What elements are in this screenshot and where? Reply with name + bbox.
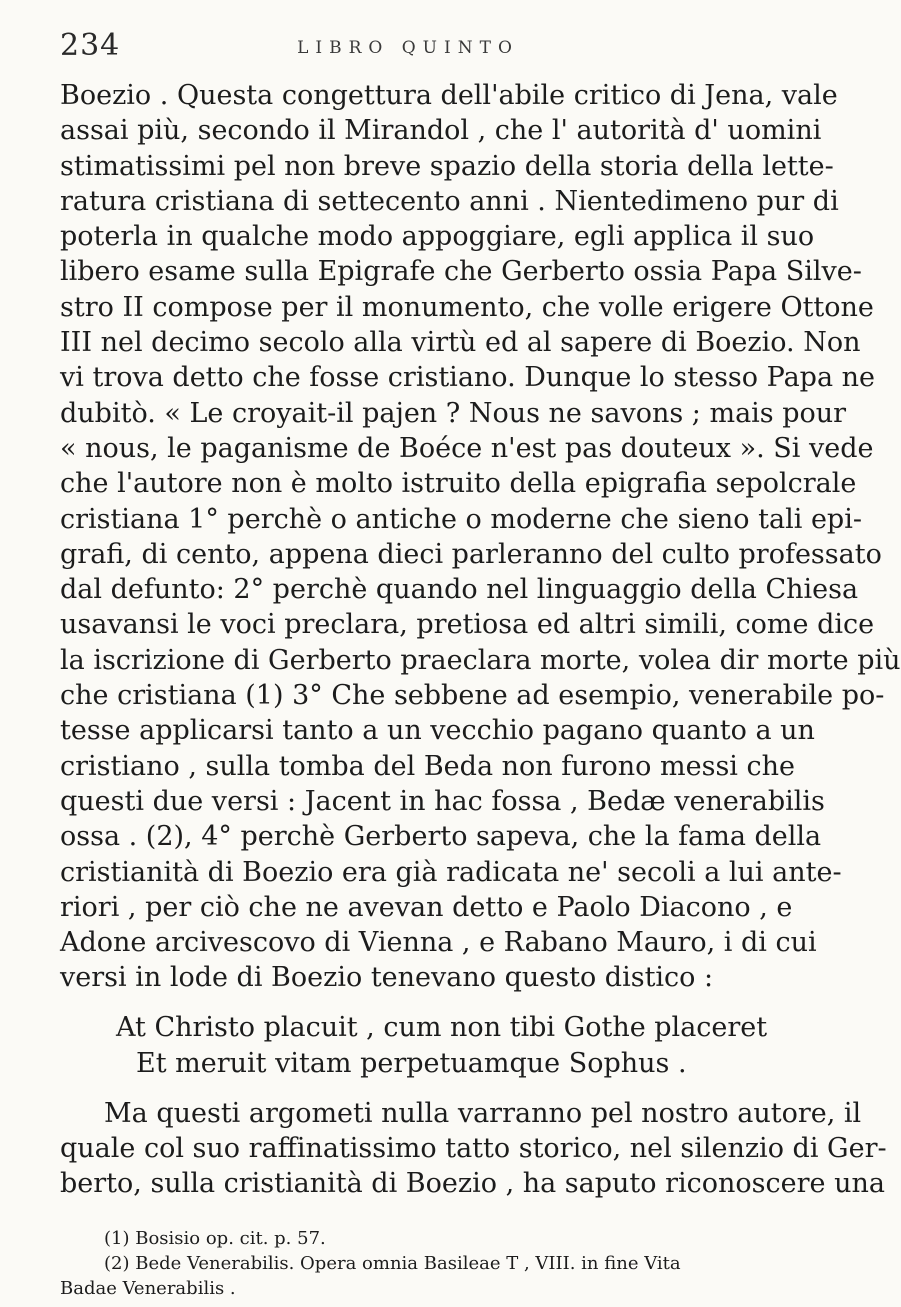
text-line: Adone arcivescovo di Vienna , e Rabano Mauro, i di cui	[60, 927, 817, 959]
text-line: riori , per ciò che ne avevan detto e Paolo Diacono , e	[60, 891, 793, 923]
text-line: che cristiana (1) 3° Che sebbene ad esempio, venerabile po-	[60, 680, 885, 712]
text-line: versi in lode di Boezio tenevano questo distico :	[60, 962, 714, 994]
text-line: la iscrizione di Gerberto praeclara morte, volea dir morte più	[60, 644, 901, 676]
text-line: vi trova detto che fosse cristiano. Dunque lo stesso Papa ne	[60, 362, 875, 394]
text-line: che l'autore non è molto istruito della epigrafia sepolcrale	[60, 468, 857, 500]
footnote-continuation: Badae Venerabilis .	[60, 1277, 236, 1299]
verse-line: Et meruit vitam perpetuamque Sophus .	[136, 1047, 687, 1079]
text-line: cristianità di Boezio era già radicata ne' secoli a lui ante-	[60, 856, 842, 888]
text-line: cristiano , sulla tomba del Beda non furono messi che	[60, 750, 796, 782]
text-line: dal defunto: 2° perchè quando nel linguaggio della Chiesa	[60, 574, 859, 606]
text-line: questi due versi : Jacent in hac fossa , Bedæ venerabilis	[60, 785, 825, 817]
footnote-separator	[60, 1202, 756, 1226]
text-line: cristiana 1° perchè o antiche o moderne che sieno tali epi-	[60, 503, 862, 535]
text-line: poterla in qualche modo appoggiare, egli applica il suo	[60, 221, 815, 253]
paragraph-1	[60, 78, 901, 996]
page-header	[60, 28, 756, 64]
paragraph-2	[60, 1096, 887, 1202]
page-number: 234	[60, 28, 121, 63]
text-line: grafi, di cento, appena dieci parleranno del culto professato	[60, 538, 882, 570]
text-line: ratura cristiana di settecento anni . Nientedimeno pur di	[60, 185, 839, 217]
running-head: LIBRO QUINTO	[297, 38, 519, 58]
text-line: dubitò. « Le croyait-il pajen ? Nous ne savons ; mais pour	[60, 397, 847, 429]
text-line: ossa . (2), 4° perchè Gerberto sapeva, che la fama della	[60, 821, 822, 853]
text-line: stro II compose per il monumento, che volle erigere Ottone	[60, 291, 874, 323]
text-line: tesse applicarsi tanto a un vecchio pagano quanto a un	[60, 715, 815, 747]
text-line: Boezio . Questa congettura dell'abile critico di Jena, vale	[60, 80, 838, 111]
verse-line: At Christo placuit , cum non tibi Gothe placeret	[116, 1011, 768, 1043]
text-line: quale col suo raffinatissimo tatto storico, nel silenzio di Ger-	[60, 1133, 887, 1165]
latin-distich	[60, 1010, 768, 1082]
footnote: (1) Bosisio op. cit. p. 57.	[104, 1227, 326, 1249]
footnotes	[60, 1226, 756, 1301]
footnote: (2) Bede Venerabilis. Opera omnia Basileae T , VIII. in fine Vita	[104, 1252, 681, 1274]
text-line: berto, sulla cristianità di Boezio , ha saputo riconoscere una	[60, 1168, 885, 1200]
text-line: « nous, le paganisme de Boéce n'est pas douteux ». Si vede	[60, 432, 874, 464]
text-line: assai più, secondo il Mirandol , che l' autorità d' uomini	[60, 115, 822, 147]
text-line: III nel decimo secolo alla virtù ed al sapere di Boezio. Non	[60, 327, 861, 359]
text-line: Ma questi argometi nulla varranno pel nostro autore, il	[104, 1097, 862, 1129]
text-line: stimatissimi pel non breve spazio della storia della lette-	[60, 150, 834, 182]
text-line: usavansi le voci preclara, pretiosa ed altri simili, come dice	[60, 609, 875, 641]
text-line: libero esame sulla Epigrafe che Gerberto ossia Papa Silve-	[60, 256, 862, 288]
main-text	[60, 78, 901, 1301]
